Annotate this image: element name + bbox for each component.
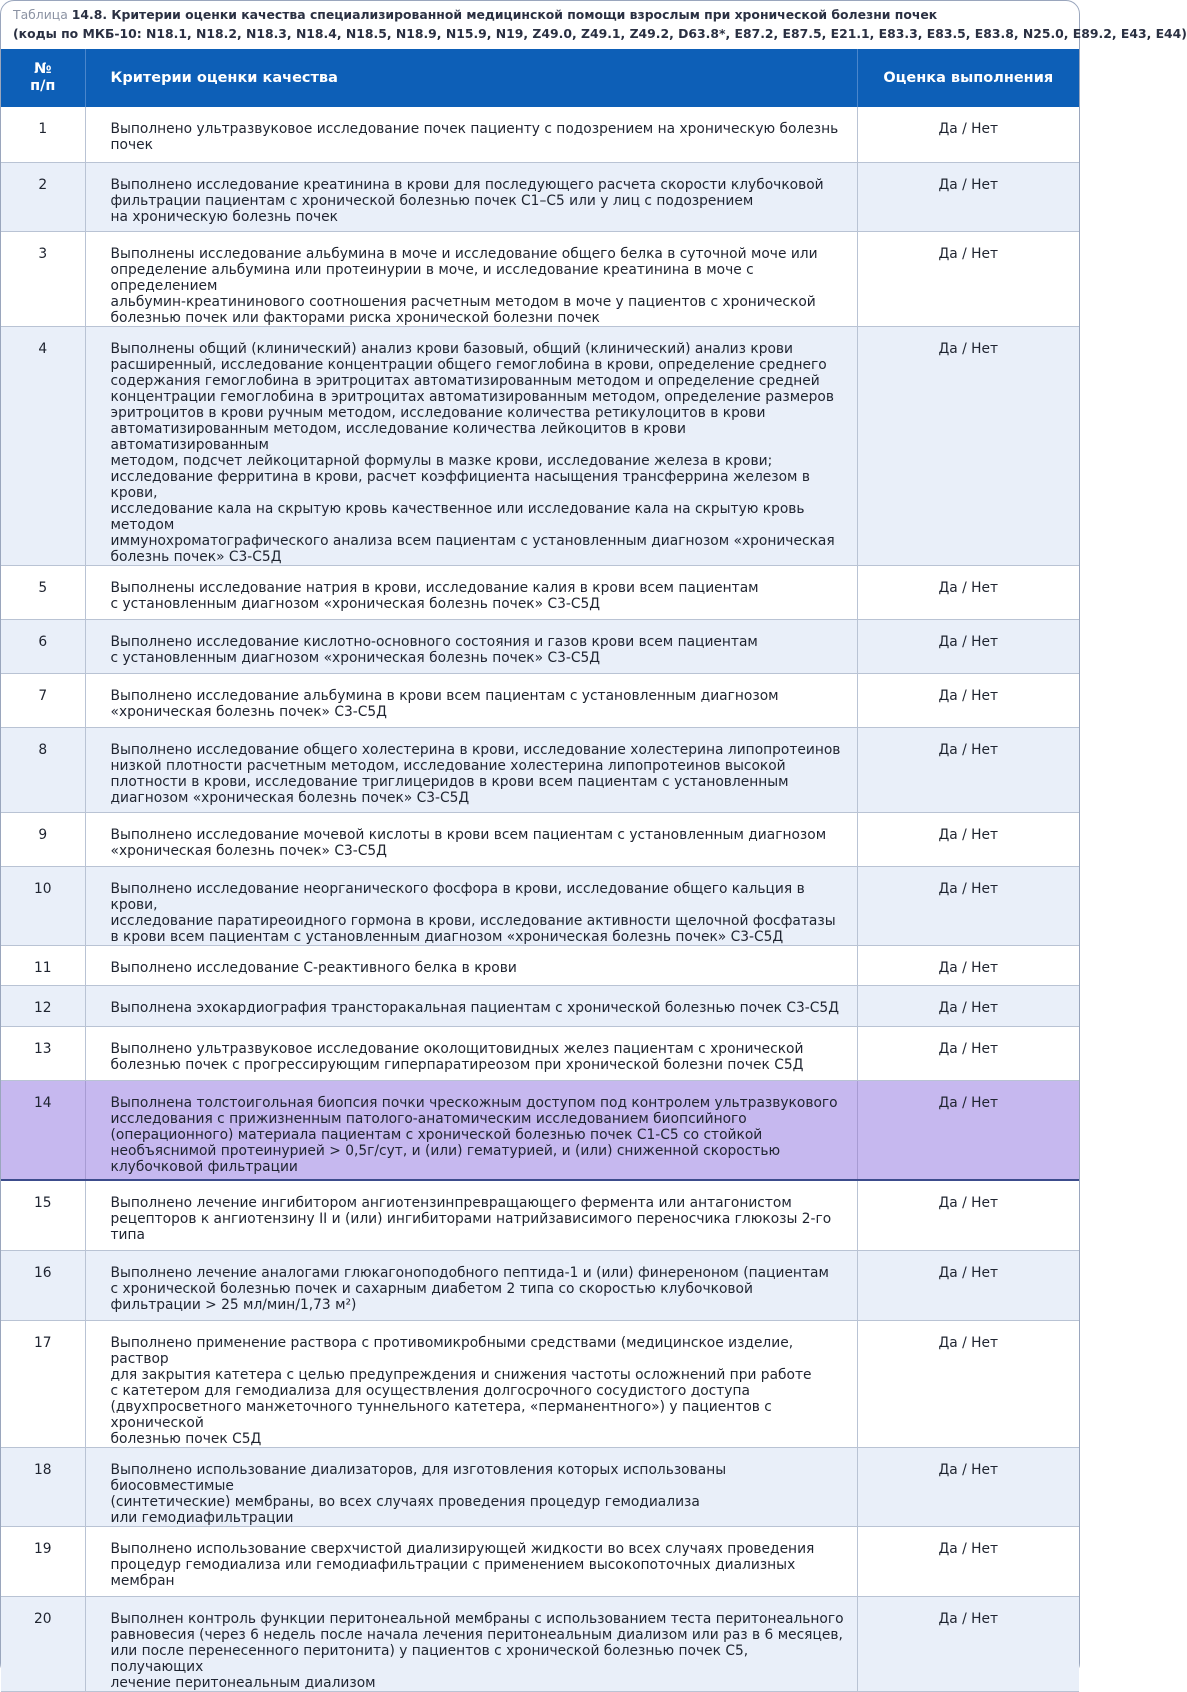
row-criterion: Выполнено ультразвуковое исследование околощитовидных желез пациентам с хронической болезнью почек с прогрессирующим гиперпаратиреозом при хронической болезни почек С5Д (85, 1026, 857, 1080)
caption-codes: (коды по МКБ-10: N18.1, N18.2, N18.3, N18.4, N18.5, N18.9, N15.9, N19, Z49.0, Z49.1, Z49.2, D63.8*, E87.2, E87.5, E21.1, E83.3, E83.5, E83.8, N25.0, E89.2, E43, E44) (13, 26, 1187, 41)
row-criterion: Выполнено использование сверхчистой диализирующей жидкости во всех случаях проведения процедур гемодиализа или гемодиафильтрации с применением высокопоточных диализных мембран (85, 1526, 857, 1596)
row-criterion: Выполнено исследование альбумина в крови всем пациентам с установленным диагнозом «хроническая болезнь почек» С3-С5Д (85, 673, 857, 727)
row-evaluation: Да / Нет (857, 326, 1079, 565)
row-number: 2 (1, 162, 85, 231)
row-number: 7 (1, 673, 85, 727)
table-row (1, 107, 1079, 162)
table-row (1, 866, 1079, 945)
row-number: 11 (1, 945, 85, 985)
row-evaluation: Да / Нет (857, 1080, 1079, 1180)
row-evaluation: Да / Нет (857, 1526, 1079, 1596)
table-row (1, 727, 1079, 812)
row-evaluation: Да / Нет (857, 1447, 1079, 1526)
table-row (1, 812, 1079, 866)
table-header (1, 49, 1079, 107)
row-criterion: Выполнено ультразвуковое исследование почек пациенту с подозрением на хроническую болезнь почек (85, 107, 857, 162)
caption-prefix: Таблица (13, 7, 72, 22)
criteria-table (1, 49, 1079, 1692)
row-number: 1 (1, 107, 85, 162)
table-row (1, 985, 1079, 1026)
row-number: 9 (1, 812, 85, 866)
row-number: 6 (1, 619, 85, 673)
table-row (1, 673, 1079, 727)
row-evaluation: Да / Нет (857, 1026, 1079, 1080)
row-evaluation: Да / Нет (857, 673, 1079, 727)
row-evaluation: Да / Нет (857, 565, 1079, 619)
caption-title: 14.8. Критерии оценки качества специализированной медицинской помощи взрослым при хронической болезни почек (71, 7, 938, 22)
row-evaluation: Да / Нет (857, 727, 1079, 812)
table-row (1, 162, 1079, 231)
table-body (1, 107, 1079, 1691)
table-row (1, 945, 1079, 985)
row-evaluation: Да / Нет (857, 107, 1079, 162)
table-row (1, 326, 1079, 565)
row-number: 12 (1, 985, 85, 1026)
row-evaluation: Да / Нет (857, 985, 1079, 1026)
header-row (1, 49, 1079, 107)
row-criterion: Выполнено применение раствора с противомикробными средствами (медицинское изделие, раствор для закрытия катетера с целью предупреждения и снижения частоты осложнений при работе с катетером для гемодиализа для осуществления долгосрочного сосудистого доступа (двухпросветного манжеточного туннельного катетера, «перманентного») у пациентов с хронической болезнью почек С5Д (85, 1320, 857, 1447)
row-criterion: Выполнено использование диализаторов, для изготовления которых использованы биосовместимые (синтетические) мембраны, во всех случаях проведения процедур гемодиализа или гемодиафильтрации (85, 1447, 857, 1526)
row-criterion: Выполнено исследование мочевой кислоты в крови всем пациентам с установленным диагнозом «хроническая болезнь почек» С3-С5Д (85, 812, 857, 866)
row-evaluation: Да / Нет (857, 866, 1079, 945)
row-criterion: Выполнены исследование альбумина в моче и исследование общего белка в суточной моче или определение альбумина или протеинурии в моче, и исследование креатинина в моче с определением альбумин-креатининового соотношения расчетным методом в моче у пациентов с хронической болезнью почек или факторами риска хронической болезни почек (85, 231, 857, 326)
row-number: 3 (1, 231, 85, 326)
row-criterion: Выполнена эхокардиография трансторакальная пациентам с хронической болезнью почек С3-С5Д (85, 985, 857, 1026)
row-evaluation: Да / Нет (857, 945, 1079, 985)
header-criteria: Критерии оценки качества (85, 49, 857, 107)
row-evaluation: Да / Нет (857, 231, 1079, 326)
table-caption (1, 1, 1187, 49)
row-number: 14 (1, 1080, 85, 1180)
row-number: 8 (1, 727, 85, 812)
row-criterion: Выполнено исследование креатинина в крови для последующего расчета скорости клубочковой фильтрации пациентам с хронической болезнью почек С1–С5 или у лиц с подозрением на хроническую болезнь почек (85, 162, 857, 231)
caption-title-line (13, 5, 1067, 24)
row-number: 16 (1, 1250, 85, 1320)
row-evaluation: Да / Нет (857, 1596, 1079, 1691)
table-row (1, 565, 1079, 619)
row-number: 5 (1, 565, 85, 619)
table-row (1, 1447, 1079, 1526)
header-evaluation: Оценка выполнения (883, 70, 1054, 86)
row-criterion: Выполнено исследование общего холестерина в крови, исследование холестерина липопротеинов низкой плотности расчетным методом, исследование холестерина липопротеинов высокой плотности в крови, исследование триглицеридов в крови всем пациентам с установленным диагнозом «хроническая болезнь почек» С3-С5Д (85, 727, 857, 812)
header-number-label: № п/п (30, 61, 56, 94)
row-number: 18 (1, 1447, 85, 1526)
row-criterion: Выполнены общий (клинический) анализ крови базовый, общий (клинический) анализ крови расширенный, исследование концентрации общего гемоглобина в крови, определение среднего содержания гемоглобина в эритроцитах автоматизированным методом и определение средней концентрации гемоглобина в эритроцитах автоматизированным методом, определение размеров эритроцитов в крови ручным методом, исследование количества ретикулоцитов в крови автоматизированным методом, исследование количества лейкоцитов в крови автоматизированным методом, подсчет лейкоцитарной формулы в мазке крови, исследование железа в крови; исследование ферритина в крови, расчет коэффициента насыщения трансферрина железом в крови, исследование кала на скрытую кровь качественное или исследование кала на скрытую кровь методом иммунохроматографического анализа всем пациентам с установленным диагнозом «хроническая болезнь почек» С3-С5Д (85, 326, 857, 565)
row-criterion: Выполнен контроль функции перитонеальной мембраны с использованием теста перитонеального равновесия (через 6 недель после начала лечения перитонеальным диализом или раз в 6 месяцев, или после перенесенного перитонита) у пациентов с хронической болезнью почек С5, получающих лечение перитонеальным диализом (85, 1596, 857, 1691)
table-row (1, 1026, 1079, 1080)
row-evaluation: Да / Нет (857, 162, 1079, 231)
row-evaluation: Да / Нет (857, 619, 1079, 673)
row-criterion: Выполнено лечение аналогами глюкагоноподобного пептида-1 и (или) финереноном (пациентам с хронической болезнью почек и сахарным диабетом 2 типа со скоростью клубочковой фильтрации > 25 мл/мин/1,73 м²) (85, 1250, 857, 1320)
table-row (1, 1250, 1079, 1320)
row-criterion: Выполнено лечение ингибитором ангиотензинпревращающего фермента или антагонистом рецепторов к ангиотензину II и (или) ингибиторами натрийзависимого переносчика глюкозы 2-го типа (85, 1180, 857, 1250)
table-row (1, 1180, 1079, 1250)
row-number: 17 (1, 1320, 85, 1447)
row-number: 4 (1, 326, 85, 565)
row-evaluation: Да / Нет (857, 1180, 1079, 1250)
table-row (1, 1320, 1079, 1447)
row-evaluation: Да / Нет (857, 812, 1079, 866)
row-criterion: Выполнено исследование кислотно-основного состояния и газов крови всем пациентам с установленным диагнозом «хроническая болезнь почек» С3-С5Д (85, 619, 857, 673)
table-row (1, 1596, 1079, 1691)
row-number: 13 (1, 1026, 85, 1080)
table-row (1, 231, 1079, 326)
row-evaluation: Да / Нет (857, 1320, 1079, 1447)
row-number: 15 (1, 1180, 85, 1250)
table-row (1, 619, 1079, 673)
row-number: 19 (1, 1526, 85, 1596)
row-number: 10 (1, 866, 85, 945)
row-criterion: Выполнена толстоигольная биопсия почки чрескожным доступом под контролем ультразвукового исследования с прижизненным патолого-анатомическим исследованием биопсийного (операционного) материала пациентам с хронической болезнью почек С1-С5 со стойкой необъяснимой протеинурией > 0,5г/сут, и (или) гематурией, и (или) сниженной скоростью клубочковой фильтрации (85, 1080, 857, 1180)
row-evaluation: Да / Нет (857, 1250, 1079, 1320)
table-row (1, 1526, 1079, 1596)
row-criterion: Выполнено исследование неорганического фосфора в крови, исследование общего кальция в крови, исследование паратиреоидного гормона в крови, исследование активности щелочной фосфатазы в крови всем пациентам с установленным диагнозом «хроническая болезнь почек» С3-С5Д (85, 866, 857, 945)
row-criterion: Выполнено исследование С-реактивного белка в крови (85, 945, 857, 985)
row-number: 20 (1, 1596, 85, 1691)
row-criterion: Выполнены исследование натрия в крови, исследование калия в крови всем пациентам с установленным диагнозом «хроническая болезнь почек» С3-С5Д (85, 565, 857, 619)
table-row (1, 1080, 1079, 1180)
header-number (1, 49, 85, 107)
